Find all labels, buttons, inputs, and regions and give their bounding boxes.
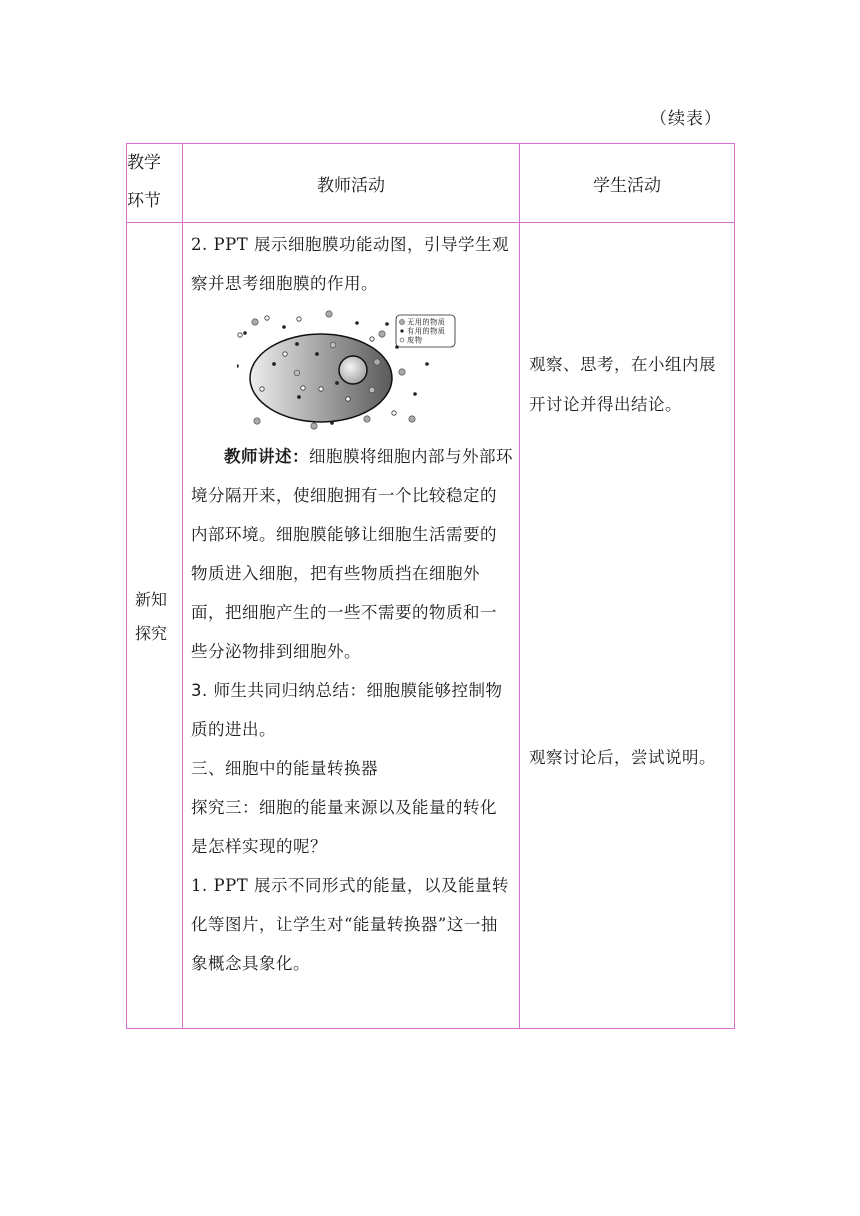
student-activity-2: 观察讨论后，尝试说明。	[529, 748, 716, 767]
lesson-table	[126, 143, 735, 1029]
legend-label-useful: 有用的物质	[407, 326, 446, 336]
header-stage-line1: 教学	[127, 153, 161, 173]
table-row	[127, 223, 735, 1029]
header-stage	[127, 144, 183, 223]
teacher-narration-text: 细胞膜将细胞内部与外部环境分隔开来，使细胞拥有一个比较稳定的内部环境。细胞膜能够让细胞生活需要的物质进入细胞，把有些物质挡在细胞外面，把细胞产生的一些不需要的物质和一些分泌物排到细胞外。	[191, 447, 513, 661]
teacher-step-3-text: 细胞膜能够控制物质的进出。	[191, 681, 503, 739]
teacher-step-1-energy: 1. PPT 展示不同形式的能量，以及能量转化等图片，让学生对“能量转换器”这一抽象概念具象化。	[191, 876, 509, 973]
teacher-activity-cell	[183, 223, 520, 1029]
teacher-narration-label: 教师讲述：	[224, 447, 309, 466]
teacher-step-3-label: 3. 师生共同归纳总结：	[191, 681, 367, 700]
student-activity-1: 观察、思考，在小组内展开讨论并得出结论。	[529, 355, 716, 414]
table-header-row	[127, 144, 735, 223]
teacher-step-3	[191, 671, 513, 749]
stage-cell	[127, 223, 183, 1029]
stage-label-line1: 新知	[135, 590, 168, 609]
teacher-narration	[191, 437, 513, 671]
cell-membrane-diagram	[237, 309, 469, 437]
legend-label-waste: 废物	[407, 335, 423, 345]
teacher-step-2: 2. PPT 展示细胞膜功能动图，引导学生观察并思考细胞膜的作用。	[191, 235, 509, 293]
header-student: 学生活动	[520, 144, 735, 223]
student-activity-cell	[520, 223, 735, 1029]
stage-label	[135, 583, 175, 651]
header-teacher: 教师活动	[183, 144, 520, 223]
continued-label: （续表）	[650, 109, 722, 129]
cell-membrane-figure	[191, 309, 513, 437]
header-stage-line2: 环节	[127, 191, 161, 211]
legend-label-useless: 无用的物质	[407, 317, 446, 327]
inquiry-heading: 探究三：细胞的能量来源以及能量的转化是怎样实现的呢？	[191, 798, 497, 856]
section-heading: 三、细胞中的能量转换器	[191, 759, 378, 778]
stage-label-line2: 探究	[135, 624, 168, 643]
nucleus	[339, 356, 367, 384]
cell-body	[250, 334, 392, 422]
